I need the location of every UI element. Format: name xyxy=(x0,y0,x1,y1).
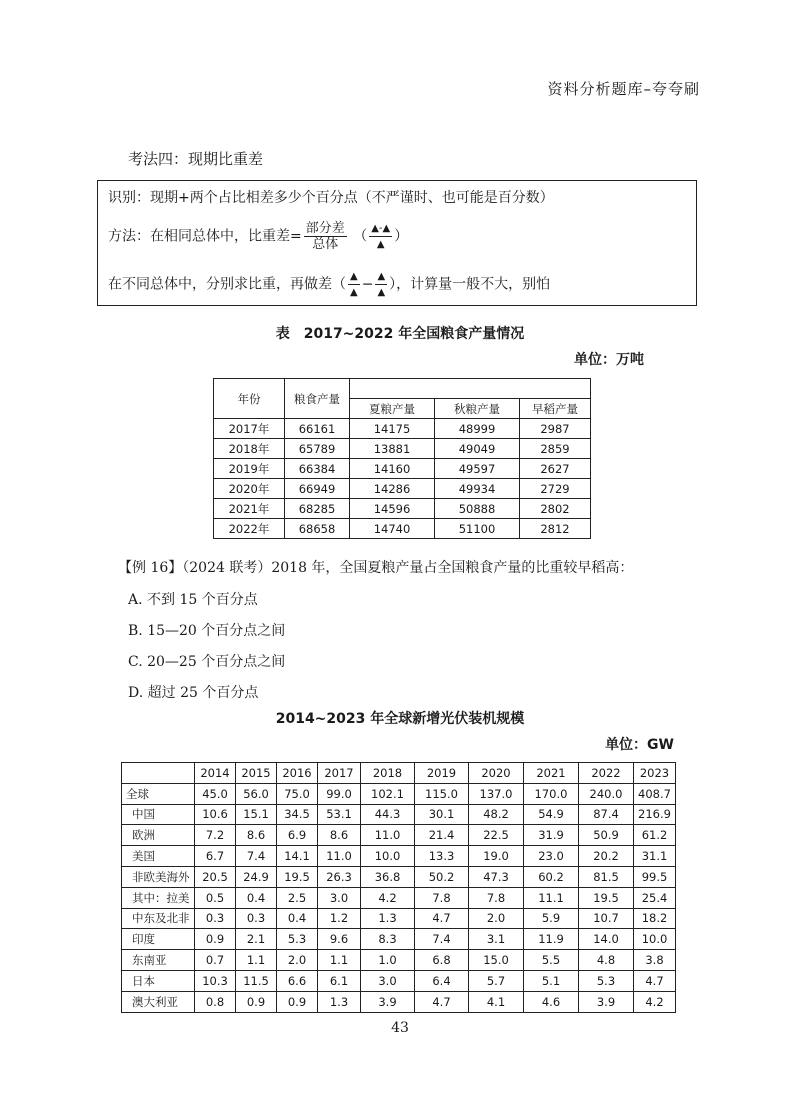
cell: 3.8 xyxy=(634,950,676,971)
cell: 0.4 xyxy=(277,908,318,929)
option-b[interactable]: B. 15—20 个百分点之间 xyxy=(128,623,286,639)
cell: 11.1 xyxy=(524,887,579,908)
cell: 102.1 xyxy=(361,783,415,804)
cell: 14.0 xyxy=(579,929,634,950)
cell: 1.2 xyxy=(318,908,361,929)
cell: 56.0 xyxy=(236,783,277,804)
cell: 26.3 xyxy=(318,866,361,887)
row-label: 中国 xyxy=(122,804,195,825)
row-label: 非欧美海外 xyxy=(122,866,195,887)
cell: 170.0 xyxy=(524,783,579,804)
cell: 75.0 xyxy=(277,783,318,804)
cell: 3.0 xyxy=(318,887,361,908)
cell: 21.4 xyxy=(415,825,469,846)
table-row xyxy=(214,439,591,459)
cell: 24.9 xyxy=(236,866,277,887)
pv-table xyxy=(121,762,676,1013)
cell: 61.2 xyxy=(634,825,676,846)
cell: 7.8 xyxy=(415,887,469,908)
cell: 66161 xyxy=(285,419,350,439)
option-a[interactable]: A. 不到 15 个百分点 xyxy=(128,592,258,608)
cell: 50888 xyxy=(435,499,520,519)
cell: 53.1 xyxy=(318,804,361,825)
cell: 14286 xyxy=(350,479,435,499)
cell: 68658 xyxy=(285,519,350,539)
table-row xyxy=(122,908,676,929)
cell: 19.5 xyxy=(277,866,318,887)
cell: 48.2 xyxy=(469,804,524,825)
cell: 50.2 xyxy=(415,866,469,887)
cell: 3.1 xyxy=(469,929,524,950)
formula-fraction xyxy=(304,221,347,252)
cell: 10.7 xyxy=(579,908,634,929)
cell: 15.1 xyxy=(236,804,277,825)
cell: 18.2 xyxy=(634,908,676,929)
cell: 1.1 xyxy=(236,950,277,971)
triangle-numerator: ▲-▲ xyxy=(369,221,392,237)
table-header-row xyxy=(214,379,591,399)
cell: 31.9 xyxy=(524,825,579,846)
page-number: 43 xyxy=(391,1020,409,1036)
cell: 10.0 xyxy=(361,846,415,867)
table-row xyxy=(122,970,676,991)
cell: 0.3 xyxy=(236,908,277,929)
cell: 11.0 xyxy=(318,846,361,867)
cell: 5.3 xyxy=(277,929,318,950)
cell: 2627 xyxy=(520,459,591,479)
triangle-fraction-b xyxy=(375,269,387,300)
cell: 11.5 xyxy=(236,970,277,991)
cell: 137.0 xyxy=(469,783,524,804)
option-d[interactable]: D. 超过 25 个百分点 xyxy=(128,685,259,701)
cell: 60.2 xyxy=(524,866,579,887)
cell: 6.4 xyxy=(415,970,469,991)
cell: 13.3 xyxy=(415,846,469,867)
table-row xyxy=(214,479,591,499)
cell: 6.1 xyxy=(318,970,361,991)
cell: 4.7 xyxy=(415,908,469,929)
fraction-denominator: 总体 xyxy=(312,237,339,252)
different-suffix: ），计算量一般不大，别怕 xyxy=(389,276,551,293)
cell: 0.7 xyxy=(195,950,236,971)
cell: 81.5 xyxy=(579,866,634,887)
cell: 6.7 xyxy=(195,846,236,867)
cell: 44.3 xyxy=(361,804,415,825)
cell: 115.0 xyxy=(415,783,469,804)
cell: 5.5 xyxy=(524,950,579,971)
triangle-b-denominator: ▲ xyxy=(377,287,386,298)
cell: 14175 xyxy=(350,419,435,439)
cell: 6.8 xyxy=(415,950,469,971)
header-group xyxy=(350,379,591,399)
triangle-a-denominator: ▲ xyxy=(350,287,358,298)
triangle-a-numerator: ▲ xyxy=(348,269,360,285)
cell: 45.0 xyxy=(195,783,236,804)
cell: 9.6 xyxy=(318,929,361,950)
cell: 0.9 xyxy=(195,929,236,950)
minus-sign: − xyxy=(361,276,374,293)
table2-title: 2014~2023 年全球新增光伏装机规模 xyxy=(275,711,525,727)
cell: 2802 xyxy=(520,499,591,519)
cell: 3.9 xyxy=(579,991,634,1012)
cell: 2018年 xyxy=(214,439,285,459)
cell: 3.9 xyxy=(361,991,415,1012)
cell: 13881 xyxy=(350,439,435,459)
header-year: 年份 xyxy=(214,379,285,419)
cell: 48999 xyxy=(435,419,520,439)
cell: 54.9 xyxy=(524,804,579,825)
paren-close: ） xyxy=(394,228,409,245)
cell: 7.8 xyxy=(469,887,524,908)
cell: 8.6 xyxy=(236,825,277,846)
year-header: 2017 xyxy=(318,763,361,784)
cell: 216.9 xyxy=(634,804,676,825)
cell: 14596 xyxy=(350,499,435,519)
cell: 66949 xyxy=(285,479,350,499)
cell: 19.5 xyxy=(579,887,634,908)
table-header-row xyxy=(122,763,676,784)
cell: 87.4 xyxy=(579,804,634,825)
row-label: 印度 xyxy=(122,929,195,950)
cell: 19.0 xyxy=(469,846,524,867)
cell: 36.8 xyxy=(361,866,415,887)
table-row xyxy=(122,783,676,804)
option-c[interactable]: C. 20—25 个百分点之间 xyxy=(128,654,286,670)
fraction-numerator: 部分差 xyxy=(305,221,345,236)
table1-unit: 单位：万吨 xyxy=(574,352,644,368)
cell: 20.2 xyxy=(579,846,634,867)
year-header: 2020 xyxy=(469,763,524,784)
corner-cell xyxy=(122,763,195,784)
table2-unit: 单位：GW xyxy=(605,737,674,753)
cell: 2.0 xyxy=(277,950,318,971)
cell: 1.3 xyxy=(361,908,415,929)
cell: 15.0 xyxy=(469,950,524,971)
table-row xyxy=(122,887,676,908)
cell: 2022年 xyxy=(214,519,285,539)
cell: 3.0 xyxy=(361,970,415,991)
year-header: 2014 xyxy=(195,763,236,784)
method-prefix: 方法：在相同总体中，比重差= xyxy=(108,228,302,245)
cell: 0.4 xyxy=(236,887,277,908)
year-header: 2015 xyxy=(236,763,277,784)
cell: 14160 xyxy=(350,459,435,479)
row-label: 东南亚 xyxy=(122,950,195,971)
cell: 2729 xyxy=(520,479,591,499)
year-header: 2016 xyxy=(277,763,318,784)
cell: 240.0 xyxy=(579,783,634,804)
cell: 4.7 xyxy=(634,970,676,991)
header-summer: 夏粮产量 xyxy=(350,399,435,419)
cell: 2.0 xyxy=(469,908,524,929)
cell: 408.7 xyxy=(634,783,676,804)
cell: 5.7 xyxy=(469,970,524,991)
cell: 5.3 xyxy=(579,970,634,991)
cell: 68285 xyxy=(285,499,350,519)
table-row xyxy=(122,950,676,971)
year-header: 2023 xyxy=(634,763,676,784)
cell: 22.5 xyxy=(469,825,524,846)
table-row xyxy=(214,519,591,539)
method-box xyxy=(97,180,697,306)
cell: 49597 xyxy=(435,459,520,479)
table-row xyxy=(122,991,676,1012)
question-stem: 【例 16】（2024 联考）2018 年，全国夏粮产量占全国粮食产量的比重较早稻高： xyxy=(118,560,634,576)
cell: 0.8 xyxy=(195,991,236,1012)
header-total: 粮食产量 xyxy=(285,379,350,419)
cell: 4.6 xyxy=(524,991,579,1012)
header-early: 早稻产量 xyxy=(520,399,591,419)
year-header: 2022 xyxy=(579,763,634,784)
box-line-method xyxy=(108,221,408,252)
cell: 2859 xyxy=(520,439,591,459)
cell: 0.9 xyxy=(277,991,318,1012)
cell: 99.5 xyxy=(634,866,676,887)
year-header: 2021 xyxy=(524,763,579,784)
cell: 14740 xyxy=(350,519,435,539)
row-label: 澳大利亚 xyxy=(122,991,195,1012)
header-autumn: 秋粮产量 xyxy=(435,399,520,419)
section-title: 考法四：现期比重差 xyxy=(128,150,264,168)
cell: 0.3 xyxy=(195,908,236,929)
cell: 5.1 xyxy=(524,970,579,991)
cell: 2020年 xyxy=(214,479,285,499)
cell: 23.0 xyxy=(524,846,579,867)
cell: 20.5 xyxy=(195,866,236,887)
cell: 2021年 xyxy=(214,499,285,519)
cell: 99.0 xyxy=(318,783,361,804)
year-header: 2018 xyxy=(361,763,415,784)
cell: 50.9 xyxy=(579,825,634,846)
cell: 11.0 xyxy=(361,825,415,846)
cell: 30.1 xyxy=(415,804,469,825)
cell: 1.3 xyxy=(318,991,361,1012)
table-row xyxy=(122,846,676,867)
cell: 4.2 xyxy=(361,887,415,908)
cell: 1.1 xyxy=(318,950,361,971)
triangle-b-numerator: ▲ xyxy=(375,269,387,285)
row-label: 其中：拉美 xyxy=(122,887,195,908)
cell: 7.4 xyxy=(236,846,277,867)
cell: 66384 xyxy=(285,459,350,479)
table1-title: 表 2017~2022 年全国粮食产量情况 xyxy=(275,326,525,342)
table-row xyxy=(214,419,591,439)
cell: 49934 xyxy=(435,479,520,499)
cell: 6.9 xyxy=(277,825,318,846)
cell: 10.6 xyxy=(195,804,236,825)
paren-open: （ xyxy=(353,228,368,245)
cell: 51100 xyxy=(435,519,520,539)
triangle-fraction-a xyxy=(348,269,360,300)
row-label: 日本 xyxy=(122,970,195,991)
cell: 10.0 xyxy=(634,929,676,950)
row-label: 全球 xyxy=(122,783,195,804)
cell: 0.9 xyxy=(236,991,277,1012)
triangle-denominator: ▲ xyxy=(376,239,385,250)
cell: 6.6 xyxy=(277,970,318,991)
cell: 47.3 xyxy=(469,866,524,887)
cell: 14.1 xyxy=(277,846,318,867)
cell: 11.9 xyxy=(524,929,579,950)
table-row xyxy=(122,866,676,887)
cell: 2.5 xyxy=(277,887,318,908)
cell: 10.3 xyxy=(195,970,236,991)
table-row xyxy=(214,459,591,479)
cell: 49049 xyxy=(435,439,520,459)
cell: 0.5 xyxy=(195,887,236,908)
cell: 1.0 xyxy=(361,950,415,971)
row-label: 欧洲 xyxy=(122,825,195,846)
cell: 31.1 xyxy=(634,846,676,867)
cell: 2812 xyxy=(520,519,591,539)
cell: 25.4 xyxy=(634,887,676,908)
page-header: 资料分析题库–夸夸刷 xyxy=(547,80,700,98)
cell: 4.2 xyxy=(634,991,676,1012)
table-row xyxy=(122,804,676,825)
year-header: 2019 xyxy=(415,763,469,784)
cell: 4.1 xyxy=(469,991,524,1012)
table-row xyxy=(122,929,676,950)
cell: 2017年 xyxy=(214,419,285,439)
cell: 2987 xyxy=(520,419,591,439)
triangle-fraction xyxy=(369,221,392,252)
table-row xyxy=(214,499,591,519)
table-row xyxy=(122,825,676,846)
cell: 8.6 xyxy=(318,825,361,846)
cell: 8.3 xyxy=(361,929,415,950)
box-line-different xyxy=(108,269,550,300)
cell: 7.4 xyxy=(415,929,469,950)
cell: 5.9 xyxy=(524,908,579,929)
cell: 34.5 xyxy=(277,804,318,825)
cell: 4.8 xyxy=(579,950,634,971)
row-label: 中东及北非 xyxy=(122,908,195,929)
cell: 7.2 xyxy=(195,825,236,846)
grain-table xyxy=(213,378,591,539)
box-line-identify: 识别：现期+两个占比相差多少个百分点（不严谨时、也可能是百分数） xyxy=(108,190,554,206)
cell: 65789 xyxy=(285,439,350,459)
cell: 2.1 xyxy=(236,929,277,950)
cell: 4.7 xyxy=(415,991,469,1012)
cell: 2019年 xyxy=(214,459,285,479)
different-prefix: 在不同总体中，分别求比重，再做差（ xyxy=(108,276,346,293)
row-label: 美国 xyxy=(122,846,195,867)
